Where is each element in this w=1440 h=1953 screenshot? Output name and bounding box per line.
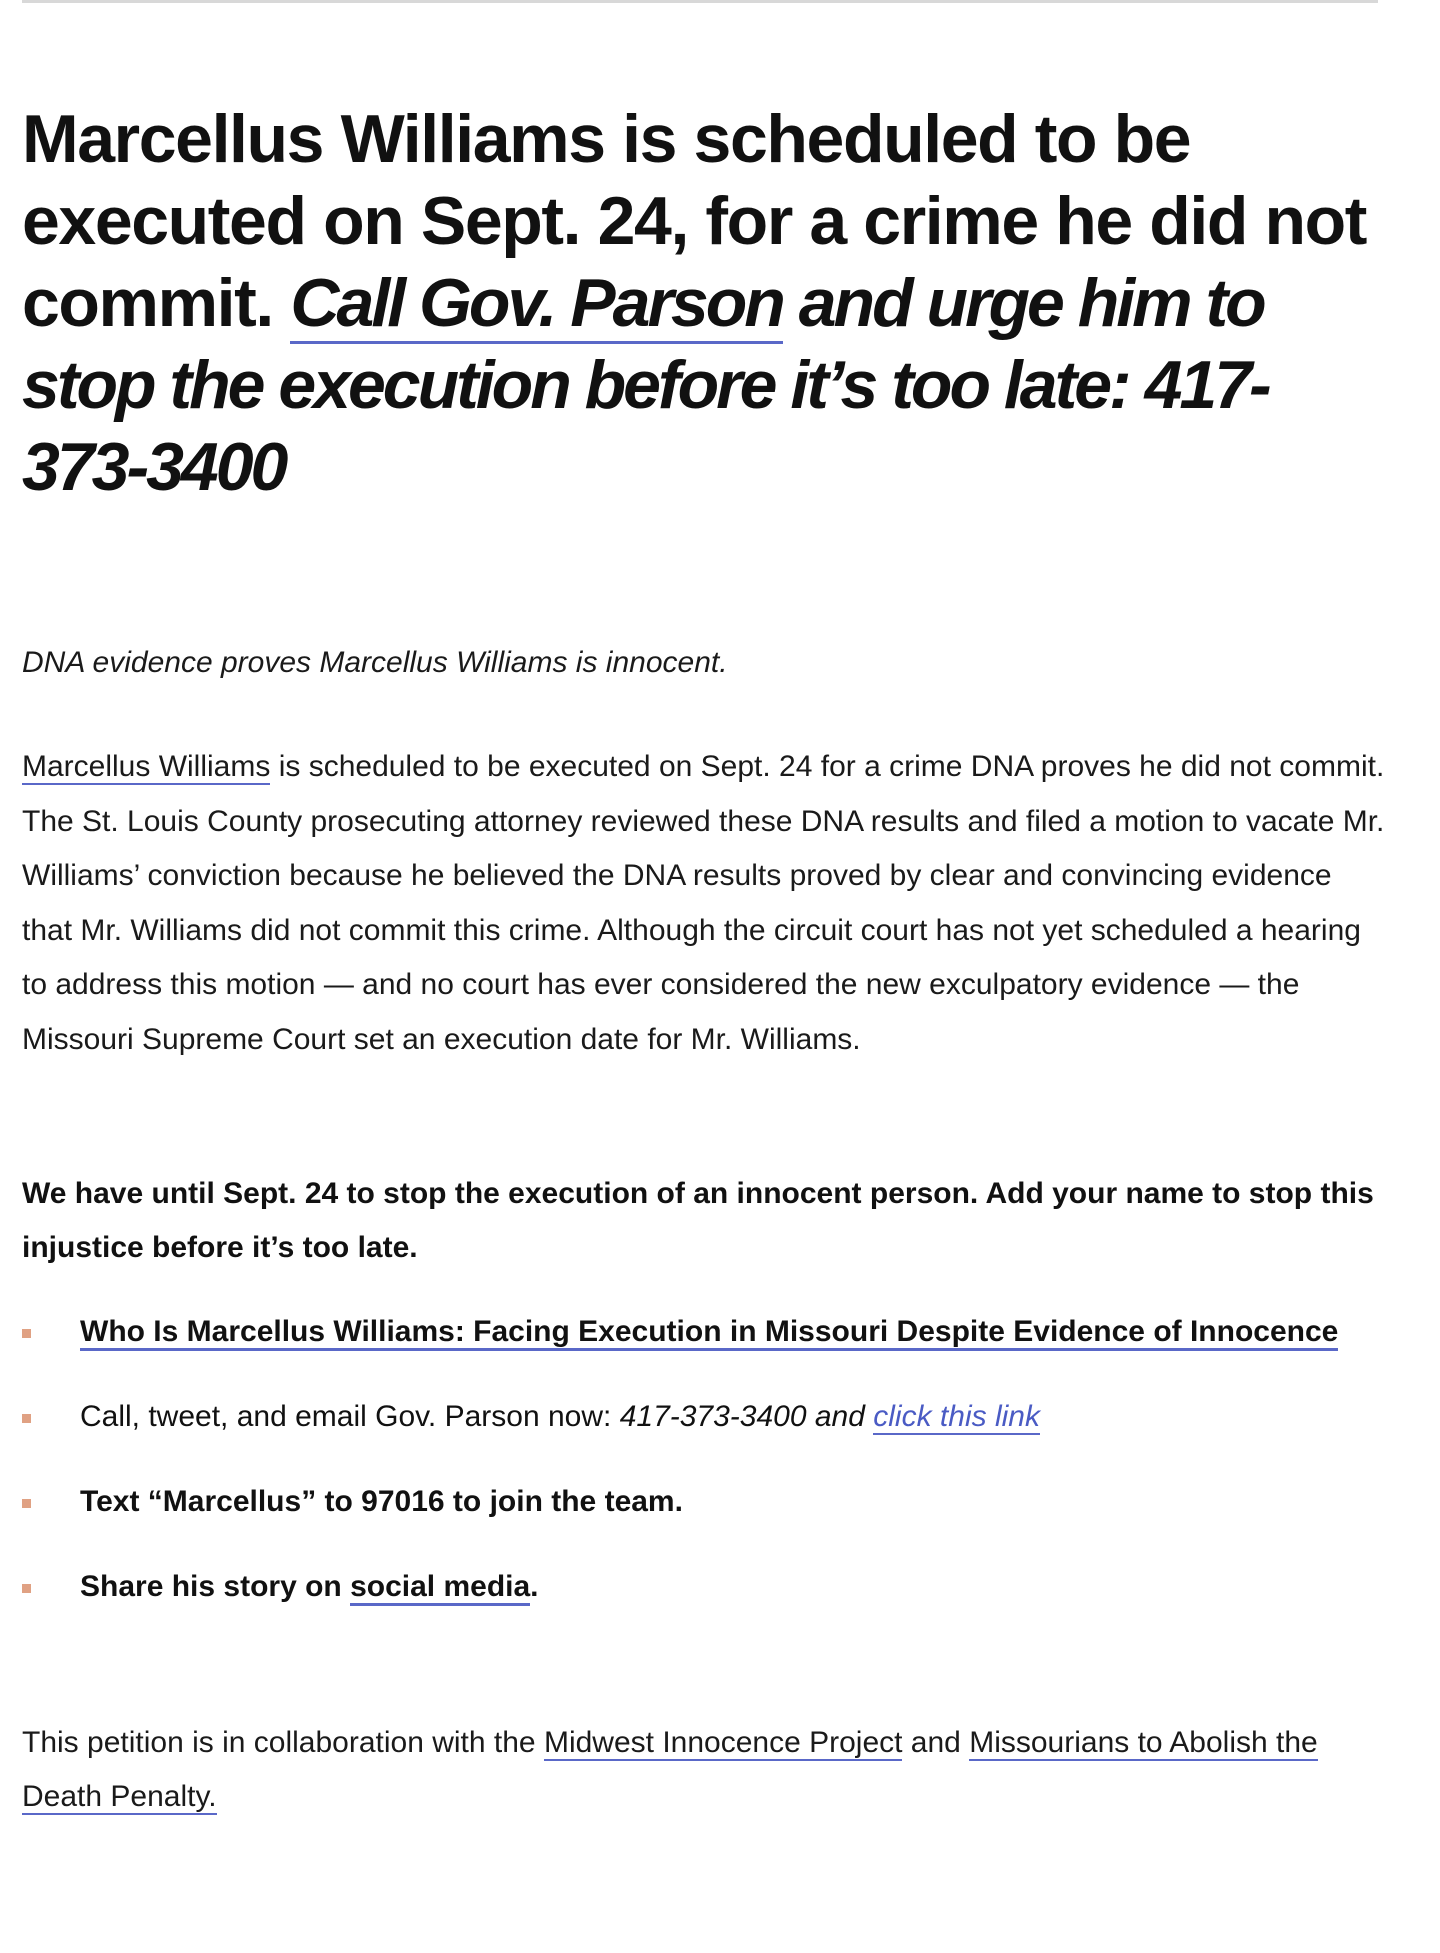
call-to-action-text: We have until Sept. 24 to stop the execution of an innocent person. Add your name to stop this injustice before it’s too late. <box>22 1177 1374 1264</box>
lede-text: DNA evidence proves Marcellus Williams is innocent. <box>22 646 728 679</box>
midwest-innocence-project-link[interactable]: Midwest Innocence Project <box>543 1726 903 1759</box>
page-title <box>22 98 1382 508</box>
list-item <box>22 1475 1382 1529</box>
bullet-square-icon <box>22 1329 31 1338</box>
missourians-abolish-link[interactable]: Missourians to Abolish the Death Penalty. <box>22 1726 1318 1813</box>
list-item <box>22 1560 1382 1614</box>
collaboration-text: This petition is in collaboration with the <box>22 1726 544 1759</box>
call-gov-parson-link[interactable]: Call Gov. Parson <box>290 265 782 344</box>
list-item <box>22 1390 1382 1444</box>
text-to-join-text: Text “Marcellus” to 97016 to join the team. <box>80 1485 683 1518</box>
share-story-end: . <box>530 1570 539 1603</box>
share-story-text: Share his story on <box>80 1570 351 1603</box>
social-media-link[interactable]: social media <box>350 1570 530 1606</box>
headline-text: Marcellus Williams is scheduled to be executed on Sept. 24, for a crime he did not commit. <box>22 101 1367 341</box>
call-tweet-text: Call, tweet, and email Gov. Parson now: <box>80 1400 620 1433</box>
bullet-square-icon <box>22 1499 31 1508</box>
who-is-marcellus-link[interactable]: Who Is Marcellus Williams: Facing Execution in Missouri Despite Evidence of Innocence <box>80 1315 1338 1351</box>
headline-cta-rest: and urge him to stop the execution before it’s too late: 417-373-3400 <box>22 265 1269 505</box>
body-text: is scheduled to be executed on Sept. 24 for a crime DNA proves he did not commit. The St. Louis County prosecuting attorney reviewed these DNA results and filed a motion to vacate Mr. Williams’ conviction because he believed the DNA results proved by clear and convincing evidence that Mr. Williams did not commit this crime. Although the circuit court has not yet scheduled a hearing to address this motion — and no court has ever considered the new exculpatory evidence — the Missouri Supreme Court set an execution date for Mr. Williams. <box>22 750 1385 1056</box>
action-list <box>22 1305 1382 1645</box>
bullet-square-icon <box>22 1584 31 1593</box>
click-this-link[interactable]: click this link <box>873 1400 1040 1433</box>
marcellus-williams-link[interactable]: Marcellus Williams <box>22 750 271 783</box>
body-paragraph <box>22 740 1387 1067</box>
bullet-square-icon <box>22 1414 31 1423</box>
list-item <box>22 1305 1382 1359</box>
collaboration-and: and <box>902 1726 970 1759</box>
gov-phone-number: 417-373-3400 and <box>619 1400 874 1433</box>
collaboration-note <box>22 1716 1382 1824</box>
top-divider <box>22 0 1378 3</box>
